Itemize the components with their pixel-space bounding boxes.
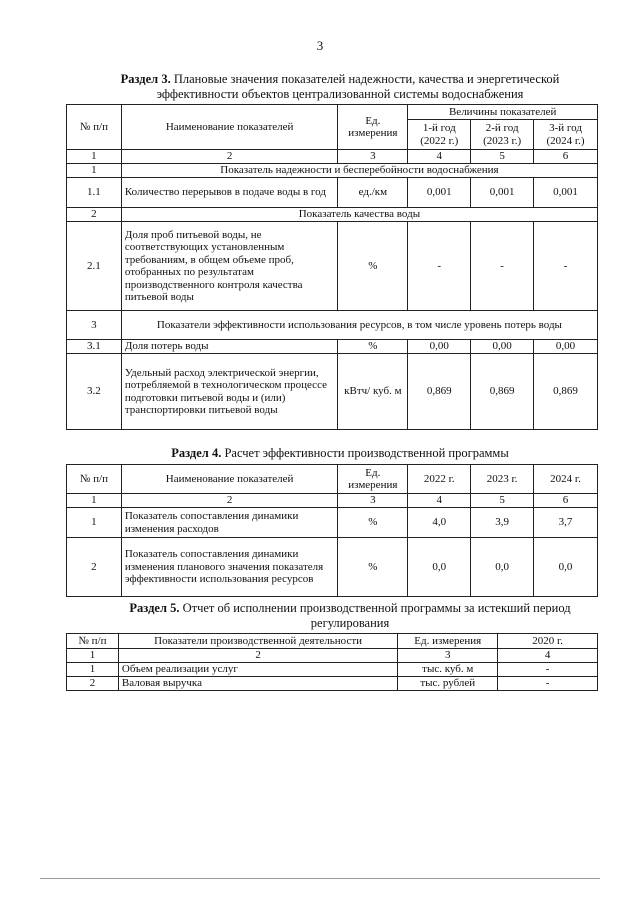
header-year-3: 2024 г.: [534, 465, 598, 494]
header-year-2: 2023 г.: [471, 465, 534, 494]
col-number: 3: [398, 649, 498, 663]
header-unit: Ед. измерения: [338, 465, 408, 494]
col-number: 1: [67, 150, 122, 164]
row-unit: %: [338, 538, 408, 597]
col-number: 3: [338, 150, 408, 164]
row-value: 0,00: [471, 340, 534, 354]
row-value: 0,001: [408, 178, 471, 208]
row-value: 0,869: [408, 354, 471, 430]
table-row: [67, 538, 598, 597]
header-year-3: 3-й год (2024 г.): [534, 120, 598, 150]
header-name: Наименование показателей: [121, 105, 338, 150]
row-value: -: [408, 222, 471, 311]
row-name: Показатель сопоставления динамики изменения планового значения показателя эффективности использования ресурсов: [121, 538, 338, 597]
row-name: Показатель сопоставления динамики изменения расходов: [121, 508, 338, 538]
table-row: [67, 677, 598, 691]
group-row: [67, 164, 598, 178]
header-year-2: 2-й год (2023 г.): [471, 120, 534, 150]
col-number: 4: [408, 494, 471, 508]
col-number: 2: [121, 150, 338, 164]
table-row: [67, 340, 598, 354]
table-row: [67, 105, 598, 120]
row-value: 0,001: [534, 178, 598, 208]
section3-prefix: Раздел 3.: [120, 72, 171, 86]
row-value: -: [471, 222, 534, 311]
row-unit: %: [338, 340, 408, 354]
section4-prefix: Раздел 4.: [171, 446, 222, 460]
section4-table: [66, 464, 598, 597]
header-num: № п/п: [67, 105, 122, 150]
table-row: [67, 634, 598, 649]
col-number: 6: [534, 494, 598, 508]
section5-title: [110, 601, 590, 631]
group-num: 1: [67, 164, 122, 178]
row-value: 0,0: [534, 538, 598, 597]
table-row: [67, 222, 598, 311]
header-name: Наименование показателей: [121, 465, 338, 494]
row-value: -: [498, 663, 598, 677]
col-number: 2: [121, 494, 338, 508]
row-value: 0,00: [534, 340, 598, 354]
section5-title-text: Отчет об исполнении производственной программы за истекший период регулирования: [182, 601, 571, 630]
row-name: Доля потерь воды: [121, 340, 338, 354]
column-number-row: [67, 150, 598, 164]
group-label: Показатель качества воды: [121, 208, 597, 222]
row-name: Количество перерывов в подаче воды в год: [121, 178, 338, 208]
group-num: 3: [67, 311, 122, 340]
row-num: 2: [67, 538, 122, 597]
row-value: 0,001: [471, 178, 534, 208]
row-unit: тыс. рублей: [398, 677, 498, 691]
header-name: Показатели производственной деятельности: [118, 634, 397, 649]
row-value: 0,00: [408, 340, 471, 354]
column-number-row: [67, 649, 598, 663]
section5-prefix: Раздел 5.: [129, 601, 180, 615]
group-label: Показатель надежности и бесперебойности водоснабжения: [121, 164, 597, 178]
row-name: Доля проб питьевой воды, не соответствующих установленным требованиям, в общем объеме проб, отобранных по результатам производственного контроля качества питьевой воды: [121, 222, 338, 311]
row-value: 0,0: [471, 538, 534, 597]
row-unit: кВтч/ куб. м: [338, 354, 408, 430]
page-bottom-rule: [40, 878, 600, 879]
row-value: -: [534, 222, 598, 311]
col-number: 5: [471, 494, 534, 508]
header-unit: Ед. измерения: [398, 634, 498, 649]
section3-title: [90, 72, 590, 102]
col-number: 4: [408, 150, 471, 164]
row-unit: %: [338, 222, 408, 311]
col-number: 1: [67, 494, 122, 508]
group-label: Показатели эффективности использования ресурсов, в том числе уровень потерь воды: [121, 311, 597, 340]
header-values: Величины показателей: [408, 105, 598, 120]
col-number: 5: [471, 150, 534, 164]
row-num: 1: [67, 663, 119, 677]
col-number: 1: [67, 649, 119, 663]
table-row: [67, 354, 598, 430]
table-row: [67, 508, 598, 538]
row-num: 2.1: [67, 222, 122, 311]
header-num: № п/п: [67, 634, 119, 649]
row-unit: ед./км: [338, 178, 408, 208]
section3-title-text: Плановые значения показателей надежности, качества и энергетической эффективности объектов централизованной системы водоснабжения: [156, 72, 560, 101]
header-year-1: 2022 г.: [408, 465, 471, 494]
table-row: [67, 663, 598, 677]
row-unit: тыс. куб. м: [398, 663, 498, 677]
header-year-1: 1-й год (2022 г.): [408, 120, 471, 150]
row-num: 3.2: [67, 354, 122, 430]
column-number-row: [67, 494, 598, 508]
row-num: 1.1: [67, 178, 122, 208]
row-name: Валовая выручка: [118, 677, 397, 691]
page-number: 3: [316, 38, 324, 53]
row-name: Удельный расход электрической энергии, потребляемой в технологическом процессе подготовки питьевой воды и (или) транспортировки питьевой воды: [121, 354, 338, 430]
header-unit: Ед. измерения: [338, 105, 408, 150]
section5-table: [66, 633, 598, 691]
row-value: 3,7: [534, 508, 598, 538]
col-number: 3: [338, 494, 408, 508]
section4-title: [90, 446, 590, 461]
col-number: 2: [118, 649, 397, 663]
row-name: Объем реализации услуг: [118, 663, 397, 677]
row-value: -: [498, 677, 598, 691]
table-row: [67, 465, 598, 494]
row-num: 2: [67, 677, 119, 691]
row-value: 3,9: [471, 508, 534, 538]
row-unit: %: [338, 508, 408, 538]
row-value: 0,0: [408, 538, 471, 597]
row-num: 1: [67, 508, 122, 538]
group-num: 2: [67, 208, 122, 222]
row-value: 0,869: [471, 354, 534, 430]
row-value: 4,0: [408, 508, 471, 538]
col-number: 6: [534, 150, 598, 164]
row-value: 0,869: [534, 354, 598, 430]
col-number: 4: [498, 649, 598, 663]
row-num: 3.1: [67, 340, 122, 354]
section3-table: [66, 104, 598, 430]
header-num: № п/п: [67, 465, 122, 494]
header-year: 2020 г.: [498, 634, 598, 649]
group-row: [67, 311, 598, 340]
section4-title-text: Расчет эффективности производственной программы: [224, 446, 509, 460]
table-row: [67, 178, 598, 208]
group-row: [67, 208, 598, 222]
